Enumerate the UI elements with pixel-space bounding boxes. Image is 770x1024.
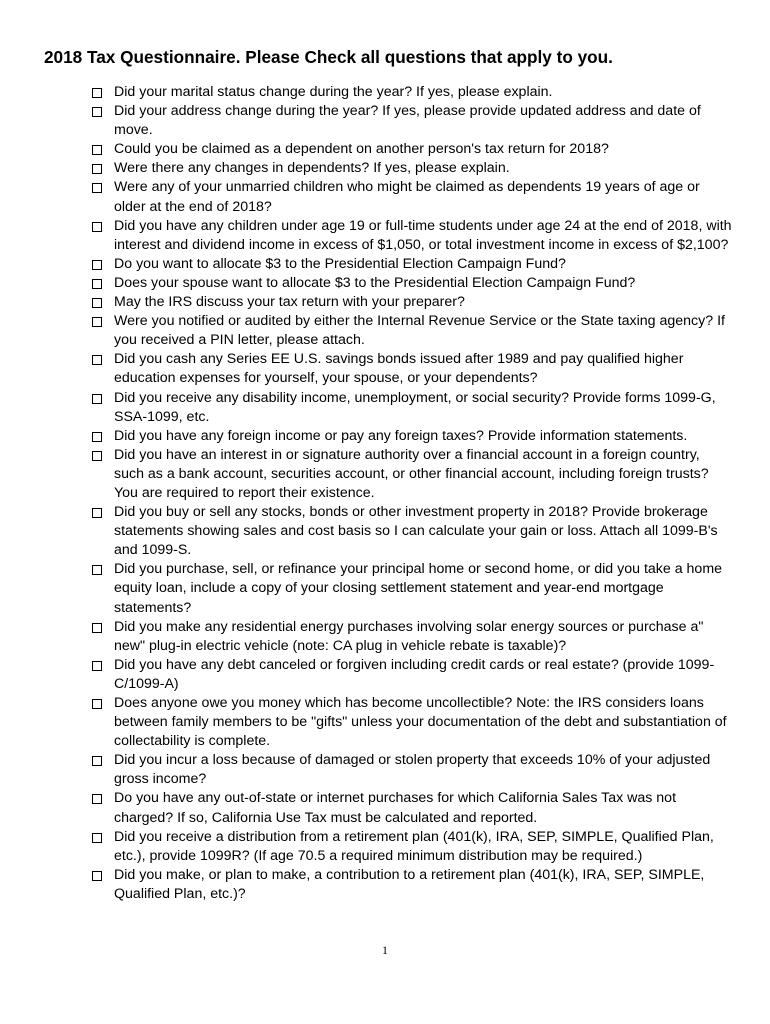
- question-text: Were you notified or audited by either the Internal Revenue Service or the State taxing agency? If you received a PIN letter, please attach.: [114, 313, 725, 349]
- checkbox[interactable]: [92, 661, 102, 671]
- checkbox[interactable]: [92, 565, 102, 575]
- question-text: Did you have any debt canceled or forgiven including credit cards or real estate? (provide 1099-C/1099-A): [114, 656, 715, 692]
- checkbox[interactable]: [92, 279, 102, 289]
- question-text: Did you purchase, sell, or refinance your principal home or second home, or did you take a home equity loan, include a copy of your closing settlement statement and year-end mortgage statements?: [114, 561, 723, 616]
- question-text: Did your address change during the year? If yes, please provide updated address and date of move.: [114, 103, 701, 139]
- question-text: May the IRS discuss your tax return with your preparer?: [114, 294, 465, 311]
- checkbox[interactable]: [92, 260, 102, 270]
- checkbox[interactable]: [92, 145, 102, 155]
- question-item: [92, 789, 732, 827]
- question-text: Did you incur a loss because of damaged or stolen property that exceeds 10% of your adjusted gross income?: [114, 752, 711, 788]
- question-list: [92, 83, 732, 904]
- question-item: [92, 350, 732, 388]
- checkbox[interactable]: [92, 451, 102, 461]
- page-title: 2018 Tax Questionnaire. Please Check all questions that apply to you.: [44, 47, 613, 67]
- question-item: [92, 293, 732, 312]
- question-text: Were there any changes in dependents? If yes, please explain.: [114, 160, 510, 177]
- question-item: [92, 102, 732, 140]
- checkbox[interactable]: [92, 871, 102, 881]
- question-text: Did your marital status change during the year? If yes, please explain.: [114, 84, 553, 100]
- question-text: Did you receive any disability income, unemployment, or social security? Provide forms 1099-G, SSA-1099, etc.: [114, 389, 716, 425]
- question-text: Do you have any out-of-state or internet purchases for which California Sales Tax was not charged? If so, California Use Tax must be calculated and reported.: [114, 790, 677, 826]
- question-text: Did you make any residential energy purchases involving solar energy sources or purchase a" new" plug-in electric vehicle (note: CA plug in vehicle rebate is taxable)?: [114, 618, 704, 654]
- question-text: Does anyone owe you money which has become uncollectible? Note: the IRS considers loans between family members to be "gifts" unless your documentation of the debt and substantiation of collectability is complete.: [114, 695, 727, 750]
- question-item: [92, 866, 732, 904]
- question-item: [92, 618, 732, 656]
- question-item: [92, 217, 732, 255]
- checkbox[interactable]: [92, 317, 102, 327]
- question-item: [92, 503, 732, 560]
- checkbox[interactable]: [92, 794, 102, 804]
- checkbox[interactable]: [92, 355, 102, 365]
- question-text: Could you be claimed as a dependent on another person's tax return for 2018?: [114, 141, 609, 158]
- question-text: Did you have any foreign income or pay any foreign taxes? Provide information statements.: [114, 427, 688, 444]
- question-text: Were any of your unmarried children who might be claimed as dependents 19 years of age or older at the end of 2018?: [114, 179, 700, 215]
- question-item: [92, 255, 732, 274]
- checkbox[interactable]: [92, 183, 102, 193]
- checkbox[interactable]: [92, 623, 102, 633]
- checkbox[interactable]: [92, 756, 102, 766]
- question-item: [92, 751, 732, 789]
- checkbox[interactable]: [92, 222, 102, 232]
- question-item: [92, 446, 732, 503]
- page-number: 1: [382, 943, 388, 957]
- checkbox[interactable]: [92, 833, 102, 843]
- question-text: Does your spouse want to allocate $3 to the Presidential Election Campaign Fund?: [114, 274, 636, 291]
- question-item: [92, 140, 732, 159]
- question-item: [92, 560, 732, 617]
- question-item: [92, 83, 732, 102]
- checkbox[interactable]: [92, 394, 102, 404]
- question-item: [92, 694, 732, 751]
- checkbox[interactable]: [92, 164, 102, 174]
- question-item: [92, 828, 732, 866]
- question-item: [92, 159, 732, 178]
- question-text: Did you buy or sell any stocks, bonds or other investment property in 2018? Provide brokerage statements showing sales and cost basis so I can calculate your gain or loss. Attach all 1099-B's and 1099-S.: [114, 504, 718, 559]
- checkbox[interactable]: [92, 432, 102, 442]
- checkbox[interactable]: [92, 107, 102, 117]
- question-item: [92, 312, 732, 350]
- checkbox[interactable]: [92, 88, 102, 98]
- question-text: Did you make, or plan to make, a contribution to a retirement plan (401(k), IRA, SEP, SIMPLE, Qualified Plan, etc.)?: [114, 866, 705, 902]
- checkbox[interactable]: [92, 508, 102, 518]
- question-item: [92, 274, 732, 293]
- question-item: [92, 427, 732, 446]
- question-item: [92, 656, 732, 694]
- question-text: Did you have an interest in or signature authority over a financial account in a foreign country, such as a bank account, securities account, or other financial account, including foreign trusts? You are required to report their existence.: [114, 446, 709, 501]
- question-item: [92, 178, 732, 216]
- checkbox[interactable]: [92, 298, 102, 308]
- question-text: Did you receive a distribution from a retirement plan (401(k), IRA, SEP, SIMPLE, Qualified Plan, etc.), provide 1099R? (If age 70.5 a required minimum distribution may be required.): [114, 828, 714, 864]
- question-text: Did you have any children under age 19 or full-time students under age 24 at the end of 2018, with interest and dividend income in excess of $1,050, or total investment income in excess of $2,100?: [114, 217, 732, 253]
- question-text: Did you cash any Series EE U.S. savings bonds issued after 1989 and pay qualified higher education expenses for yourself, your spouse, or your dependents?: [114, 351, 684, 387]
- checkbox[interactable]: [92, 699, 102, 709]
- question-text: Do you want to allocate $3 to the Presidential Election Campaign Fund?: [114, 255, 566, 272]
- question-item: [92, 389, 732, 427]
